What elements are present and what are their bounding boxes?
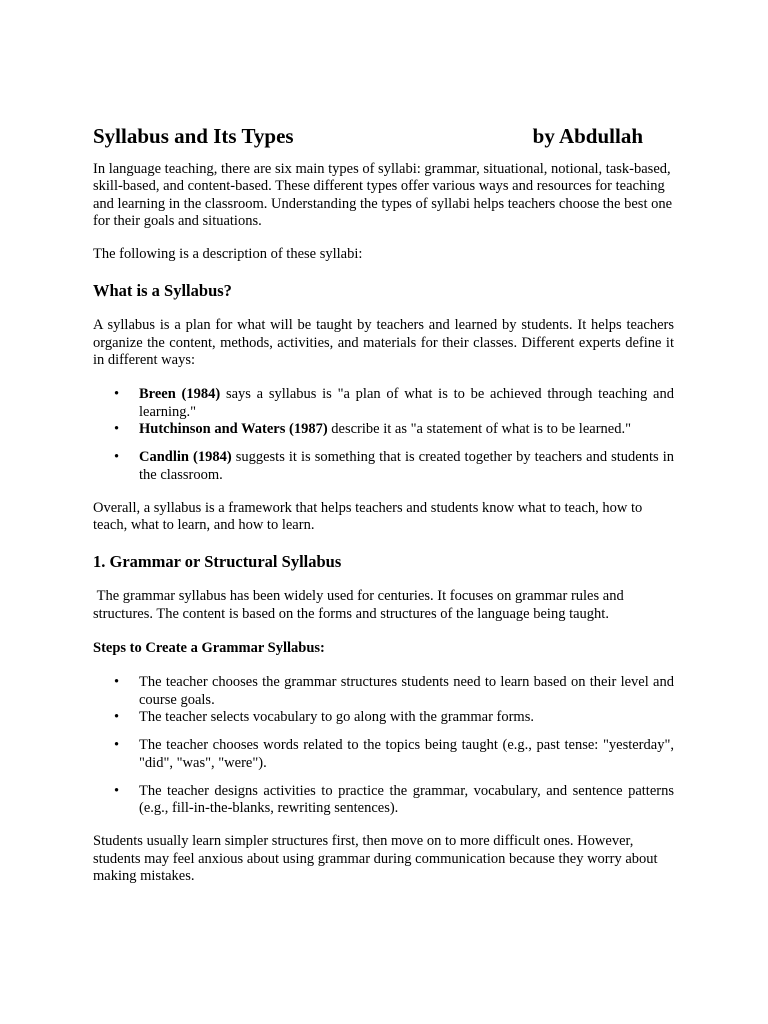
title-row bbox=[93, 122, 674, 150]
document-author: by Abdullah bbox=[532, 124, 643, 148]
definitions-list bbox=[93, 386, 674, 483]
bullet-icon: • bbox=[114, 449, 120, 466]
list-item bbox=[93, 709, 674, 726]
list-item bbox=[93, 674, 674, 709]
definition-author: Breen (1984) bbox=[139, 386, 221, 403]
list-item bbox=[93, 421, 674, 438]
definition-text: suggests it is something that is created together by teachers and students in the classroom. bbox=[139, 449, 674, 483]
list-item bbox=[93, 449, 674, 484]
list-item bbox=[93, 783, 674, 818]
steps-heading: Steps to Create a Grammar Syllabus: bbox=[93, 640, 325, 657]
definition-text: describe it as "a statement of what is to be learned." bbox=[327, 420, 632, 437]
document-body bbox=[93, 122, 674, 885]
bullet-icon: • bbox=[114, 782, 120, 799]
step-text: The teacher selects vocabulary to go along with the grammar forms. bbox=[139, 708, 534, 725]
step-text: The teacher chooses words related to the topics being taught (e.g., past tense: "yesterday", "did", "was", "were"). bbox=[139, 737, 674, 771]
list-item bbox=[93, 737, 674, 772]
syllabus-definition-paragraph: A syllabus is a plan for what will be taught by teachers and learned by students. It helps teachers organize the content, methods, activities, and materials for their classes. Different experts define it in different ways: bbox=[93, 317, 674, 369]
document-title: Syllabus and Its Types bbox=[93, 124, 294, 148]
bullet-icon: • bbox=[114, 420, 120, 437]
bullet-icon: • bbox=[114, 674, 120, 691]
list-item bbox=[93, 386, 674, 421]
step-text: The teacher designs activities to practice the grammar, vocabulary, and sentence patterns (e.g., fill-in-the-blanks, rewriting sentences). bbox=[139, 782, 674, 817]
grammar-intro-paragraph: The grammar syllabus has been widely used for centuries. It focuses on grammar rules and structures. The content is based on the forms and structures of the language being taught. bbox=[93, 588, 628, 622]
following-line: The following is a description of these syllabi: bbox=[93, 246, 363, 263]
definition-author: Hutchinson and Waters (1987) bbox=[139, 420, 328, 437]
section-heading-what-is-syllabus: What is a Syllabus? bbox=[93, 281, 232, 301]
bullet-icon: • bbox=[114, 737, 120, 754]
bullet-icon: • bbox=[114, 708, 120, 725]
step-text: The teacher chooses the grammar structures students need to learn based on their level and course goals. bbox=[139, 674, 674, 708]
steps-list bbox=[93, 674, 674, 817]
syllabus-summary-paragraph: Overall, a syllabus is a framework that helps teachers and students know what to teach, how to teach, what to learn, and how to learn. bbox=[93, 499, 643, 534]
definition-author: Candlin (1984) bbox=[139, 449, 232, 466]
grammar-closing-paragraph: Students usually learn simpler structures first, then move on to more difficult ones. However, students may feel anxious about using grammar during communication because they worry about making mistakes. bbox=[93, 833, 658, 885]
section-heading-grammar: 1. Grammar or Structural Syllabus bbox=[93, 552, 342, 572]
definition-text: says a syllabus is "a plan of what is to be achieved through teaching and learning." bbox=[139, 386, 674, 420]
bullet-icon: • bbox=[114, 386, 120, 403]
intro-paragraph: In language teaching, there are six main types of syllabi: grammar, situational, notional, task-based, skill-based, and content-based. These different types offer various ways and resources for teaching and learning in the classroom. Understanding the types of syllabi helps teachers choose the best one for their goals and situations. bbox=[93, 161, 673, 229]
